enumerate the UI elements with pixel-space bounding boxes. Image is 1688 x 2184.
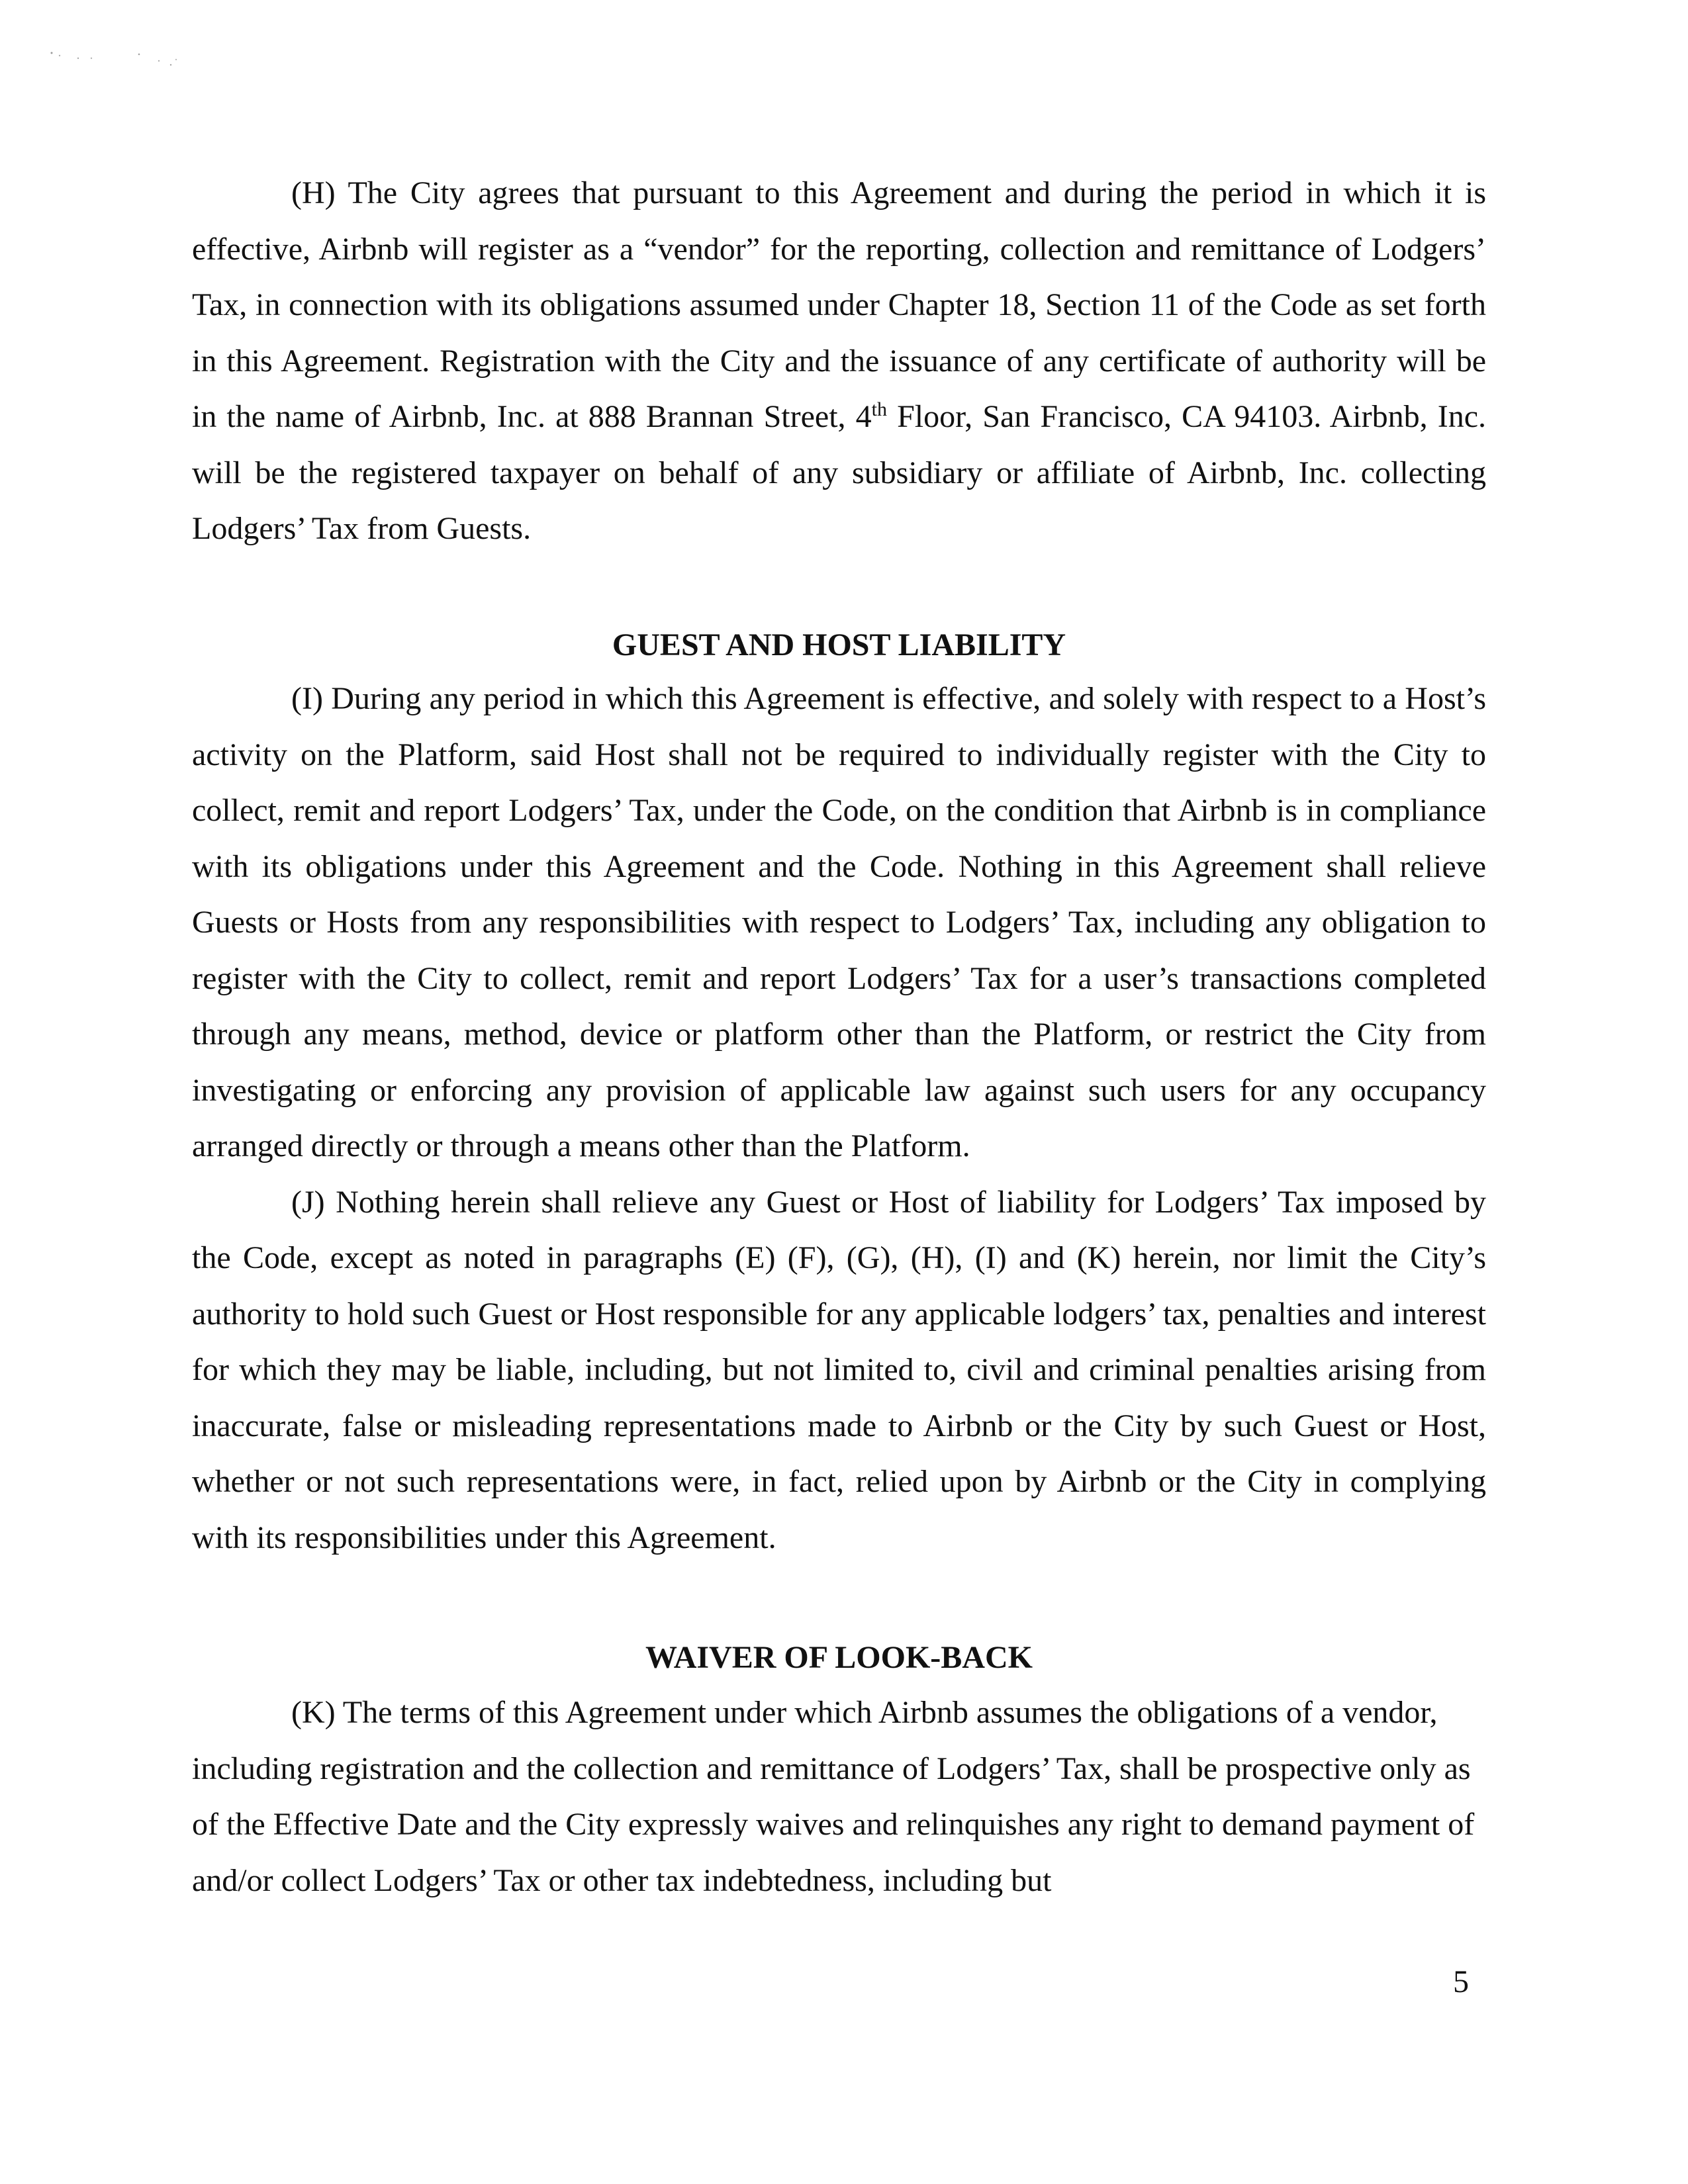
paragraph-k: (K) The terms of this Agreement under which Airbnb assumes the obligations of a vendor, including registration and the collection and remittance of Lodgers’ Tax, shall be prospective only as of the Effective Date and the City expressly waives and relinquishes any right to demand payment of and/or collect Lodgers’ Tax or other tax indebtedness, including but [192, 1695, 1475, 1898]
paragraph-h-block [192, 165, 1486, 557]
paragraph-i: (I) During any period in which this Agreement is effective, and solely with respect to a Host’s activity on the Platform, said Host shall not be required to individually register with the City to collect, remit and report Lodgers’ Tax, under the Code, on the condition that Airbnb is in compliance with its obligations under this Agreement and the Code. Nothing in this Agreement shall relieve Guests or Hosts from any responsibilities with respect to Lodgers’ Tax, including any obligation to register with the City to collect, remit and report Lodgers’ Tax for a user’s transactions completed through any means, method, device or platform other than the Platform, or restrict the City from investigating or enforcing any provision of applicable law against such users for any occupancy arranged directly or through a means other than the Platform. [192, 681, 1486, 1163]
heading-waiver-of-look-back: WAIVER OF LOOK-BACK [645, 1640, 1033, 1675]
paragraph-k-block [192, 1685, 1479, 1909]
scan-artifact-marks [46, 46, 192, 73]
page-number: 5 [1453, 1964, 1469, 1999]
paragraphs-i-j-block [192, 671, 1486, 1566]
paragraph-h [192, 165, 1486, 557]
paragraph-j: (J) Nothing herein shall relieve any Guest or Host of liability for Lodgers’ Tax imposed by the Code, except as noted in paragraphs (E) (F), (G), (H), (I) and (K) herein, nor limit the City’s authority to hold such Guest or Host responsible for any applicable lodgers’ tax, penalties and interest for which they may be liable, including, but not limited to, civil and criminal penalties arising from inaccurate, false or misleading representations made to Airbnb or the City by such Guest or Host, whether or not such representations were, in fact, relied upon by Airbnb or the City in complying with its responsibilities under this Agreement. [192, 1184, 1486, 1555]
ordinal-superscript: th [871, 398, 887, 420]
paragraph-h-text-part-1: (H) The City agrees that pursuant to this Agreement and during the period in which it is effective, Airbnb will register as a “vendor” for the reporting, collection and remittance of Lodgers’ Tax, in connection with its obligations assumed under Chapter 18, Section 11 of the Code as set forth in this Agreement. Registration with the City and the issuance of any certificate of authority will be in the name of Airbnb, Inc. at 888 Brannan Street, 4 [192, 175, 1486, 434]
paragraph-h-text-part-2: Floor, San Francisco, CA 94103. Airbnb, Inc. will be the registered taxpayer on behalf of any subsidiary or affiliate of Airbnb, Inc. collecting Lodgers’ Tax from Guests. [192, 399, 1486, 546]
heading-guest-host-liability: GUEST AND HOST LIABILITY [612, 627, 1066, 662]
